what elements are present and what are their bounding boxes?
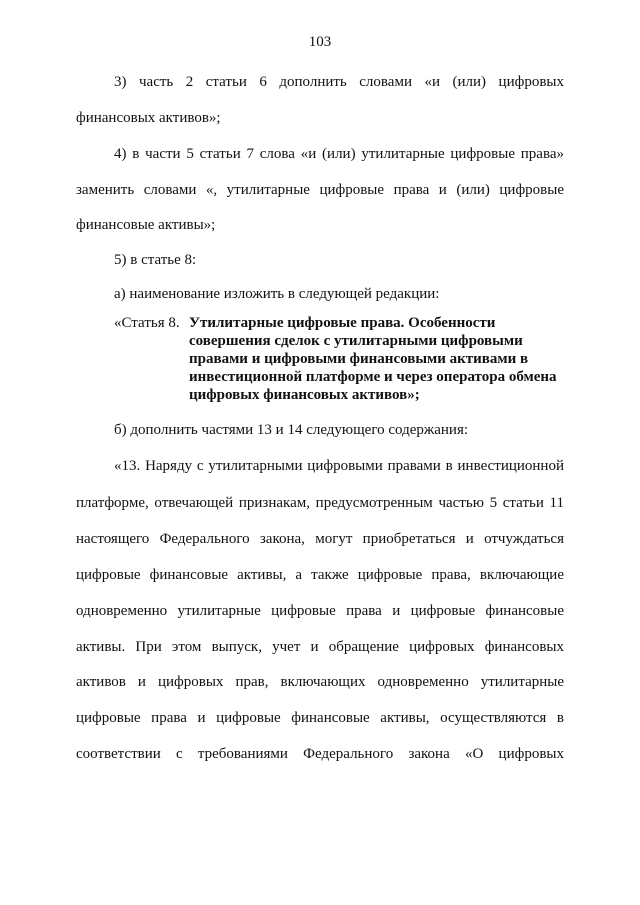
text-line: активов и цифровых прав, включающих одновременно утилитарные [76, 674, 564, 690]
text-line: финансовые активы»; [76, 217, 216, 233]
article-heading-line: инвестиционной платформе и через оператора обмена [189, 369, 557, 385]
text-line: активы. При этом выпуск, учет и обращение цифровых финансовых [76, 639, 564, 655]
text-line: заменить словами «, утилитарные цифровые права и (или) цифровые [76, 182, 564, 198]
text-line: цифровые права и цифровые финансовые активы, осуществляются в [76, 710, 564, 726]
article-heading-line: правами и цифровыми финансовыми активами в [189, 351, 529, 367]
text-line: 3) часть 2 статьи 6 дополнить словами «и (или) цифровых [114, 74, 564, 90]
article-heading-line: совершения сделок с утилитарными цифровыми [189, 333, 523, 349]
text-line: «13. Наряду с утилитарными цифровыми правами в инвестиционной [114, 458, 564, 474]
text-line: б) дополнить частями 13 и 14 следующего содержания: [114, 422, 469, 438]
text-line: а) наименование изложить в следующей редакции: [114, 286, 440, 302]
text-line: настоящего Федерального закона, могут приобретаться и отчуждаться [76, 531, 564, 547]
text-line: 5) в статье 8: [114, 252, 197, 268]
text-line: 4) в части 5 статьи 7 слова «и (или) утилитарные цифровые права» [114, 146, 564, 162]
text-line: цифровые финансовые активы, а также цифровые права, включающие [76, 567, 564, 583]
article-heading-line: цифровых финансовых активов»; [189, 387, 420, 403]
article-label: «Статья 8. [114, 315, 180, 331]
text-line: финансовых активов»; [76, 110, 221, 126]
text-line: одновременно утилитарные цифровые права и цифровые финансовые [76, 603, 564, 619]
article-heading [189, 314, 569, 404]
article-heading-line: Утилитарные цифровые права. Особенности [189, 315, 496, 331]
text-line: соответствии с требованиями Федерального закона «О цифровых [76, 746, 564, 762]
text-line: платформе, отвечающей признакам, предусмотренным частью 5 статьи 11 [76, 495, 564, 511]
page-number: 103 [308, 34, 332, 50]
